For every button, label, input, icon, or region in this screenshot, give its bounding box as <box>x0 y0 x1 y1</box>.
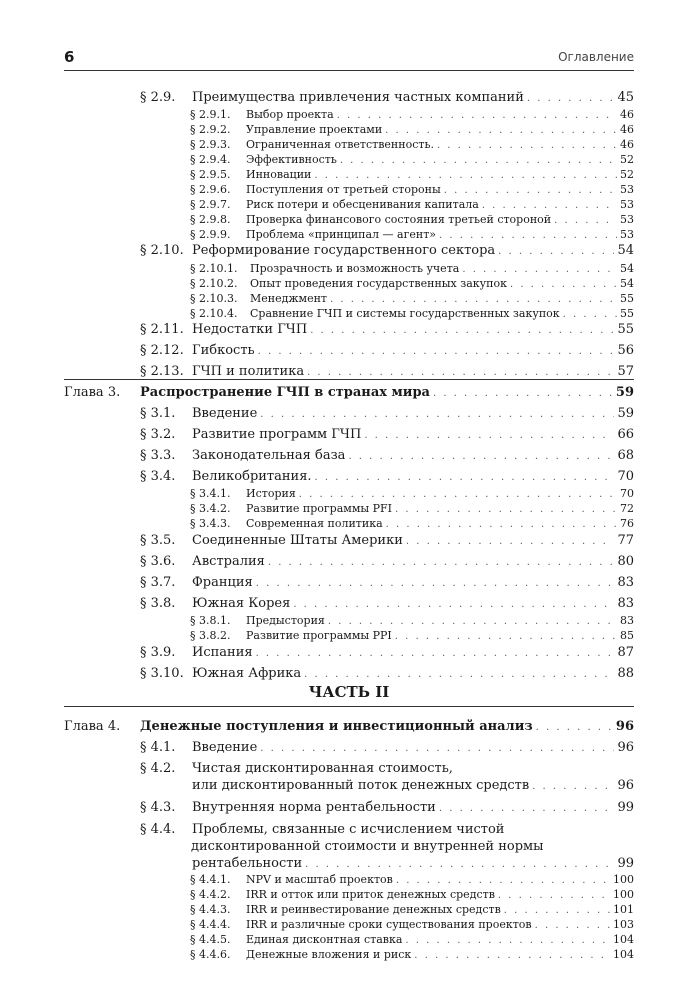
toc-subentry[interactable]: § 2.9.7. Риск потери и обесценивания капитала . . . 53 <box>190 198 634 211</box>
toc-subentry[interactable]: § 4.4.5. Единая дисконтная ставка . . . 104 <box>190 933 634 946</box>
toc-entry-line: § 4.4. Проблемы, связанные с исчислением чистой <box>140 822 505 837</box>
toc-subentry[interactable]: § 2.9.6. Поступления от третьей стороны . . . 53 <box>190 183 634 196</box>
toc-subentry[interactable]: § 2.10.1. Прозрачность и возможность учета . . . 54 <box>190 262 634 275</box>
toc-entry[interactable]: § 3.8. Южная Корея . . . 83 <box>140 596 634 611</box>
toc-subentry[interactable]: § 4.4.6. Денежные вложения и риск . . . 104 <box>190 948 634 961</box>
toc-entry[interactable]: § 3.9. Испания . . . 87 <box>140 645 634 660</box>
toc-subentry[interactable]: § 2.9.9. Проблема «принципал — агент» . . . 53 <box>190 228 634 241</box>
toc-subentry[interactable]: § 4.4.3. IRR и реинвестирование денежных средств . . . 101 <box>190 903 634 916</box>
running-title: Оглавление <box>558 50 634 64</box>
toc-entry[interactable]: § 2.11. Недостатки ГЧП . . . 55 <box>140 322 634 337</box>
toc-subentry[interactable]: § 2.10.4. Сравнение ГЧП и системы государственных закупок . . . 55 <box>190 307 634 320</box>
toc-entry[interactable]: § 4.3. Внутренняя норма рентабельности . . . 99 <box>140 800 634 815</box>
toc-entry[interactable]: § 3.3. Законодательная база . . . 68 <box>140 448 634 463</box>
toc-subentry[interactable]: § 3.8.2. Развитие программы PPI . . . 85 <box>190 629 634 642</box>
toc-entry[interactable]: § 3.2. Развитие программ ГЧП . . . 66 <box>140 427 634 442</box>
page-number: 6 <box>64 48 75 66</box>
toc-entry[interactable]: § 2.9. Преимущества привлечения частных компаний . . . 45 <box>140 90 634 105</box>
toc-entry[interactable]: § 4.1. Введение . . . 96 <box>140 740 634 755</box>
toc-subentry[interactable]: § 2.9.3. Ограниченная ответственность. . . . 46 <box>190 138 634 151</box>
toc-entry[interactable]: § 3.4. Великобритания. . . . 70 <box>140 469 634 484</box>
toc-entry[interactable]: или дисконтированный поток денежных средств . . . 96 <box>140 778 634 793</box>
page-header <box>64 48 634 71</box>
toc-subentry[interactable]: § 3.4.1. История . . . 70 <box>190 487 634 500</box>
toc-subentry[interactable]: § 2.9.4. Эффективность . . . 52 <box>190 153 634 166</box>
toc-subentry[interactable]: § 3.8.1. Предыстория . . . 83 <box>190 614 634 627</box>
toc-subentry[interactable]: § 2.9.2. Управление проектами . . . 46 <box>190 123 634 136</box>
toc-subentry[interactable]: § 2.9.8. Проверка финансового состояния третьей стороной . . . 53 <box>190 213 634 226</box>
toc-entry[interactable]: § 3.6. Австралия . . . 80 <box>140 554 634 569</box>
toc-entry-line: § 4.2. Чистая дисконтированная стоимость, <box>140 761 453 776</box>
section-divider <box>64 706 634 707</box>
section-divider <box>64 379 634 380</box>
toc-entry[interactable]: § 2.13. ГЧП и политика . . . 57 <box>140 364 634 379</box>
toc-subentry[interactable]: § 2.10.3. Менеджмент . . . 55 <box>190 292 634 305</box>
part-heading: ЧАСТЬ II <box>308 683 390 701</box>
toc-subentry[interactable]: § 2.9.5. Инновации . . . 52 <box>190 168 634 181</box>
toc-subentry[interactable]: § 3.4.2. Развитие программы PFI . . . 72 <box>190 502 634 515</box>
toc-subentry[interactable]: § 4.4.4. IRR и различные сроки существования проектов . . . 103 <box>190 918 634 931</box>
toc-entry[interactable]: § 2.10. Реформирование государственного сектора . . . 54 <box>140 243 634 258</box>
toc-subentry[interactable]: § 2.10.2. Опыт проведения государственных закупок . . . 54 <box>190 277 634 290</box>
toc-entry[interactable]: § 2.12. Гибкость . . . 56 <box>140 343 634 358</box>
toc-subentry[interactable]: § 2.9.1. Выбор проекта . . . 46 <box>190 108 634 121</box>
toc-entry[interactable]: § 3.5. Соединенные Штаты Америки . . . 77 <box>140 533 634 548</box>
toc-subentry[interactable]: § 4.4.1. NPV и масштаб проектов . . . 100 <box>190 873 634 886</box>
toc-chapter-3[interactable]: Глава 3. Распространение ГЧП в странах мира . . . 59 <box>64 385 634 400</box>
toc-entry[interactable]: рентабельности . . . 99 <box>140 856 634 871</box>
toc-entry[interactable]: § 3.7. Франция . . . 83 <box>140 575 634 590</box>
toc-entry[interactable]: § 3.10. Южная Африка . . . 88 <box>140 666 634 681</box>
toc-chapter-4[interactable]: Глава 4. Денежные поступления и инвестиционный анализ . . . 96 <box>64 719 634 734</box>
toc-subentry[interactable]: § 4.4.2. IRR и отток или приток денежных средств . . . 100 <box>190 888 634 901</box>
toc-entry-line: дисконтированной стоимости и внутренней нормы <box>191 839 544 854</box>
toc-subentry[interactable]: § 3.4.3. Современная политика . . . 76 <box>190 517 634 530</box>
toc-entry[interactable]: § 3.1. Введение . . . 59 <box>140 406 634 421</box>
